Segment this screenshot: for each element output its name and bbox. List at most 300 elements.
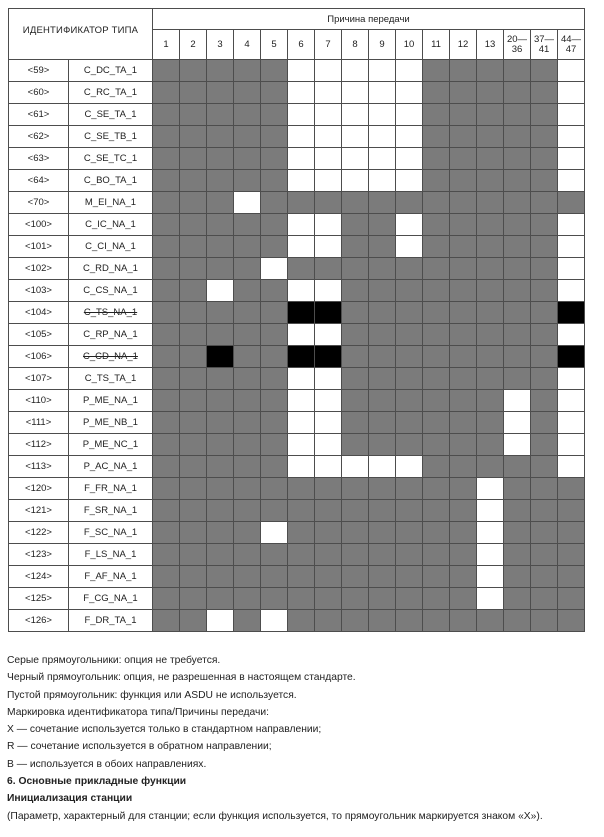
gray-cell bbox=[207, 236, 234, 258]
gray-cell bbox=[288, 610, 315, 632]
gray-cell bbox=[234, 324, 261, 346]
type-name-cell bbox=[69, 478, 153, 500]
cause-column-header: 1 bbox=[153, 30, 180, 60]
gray-cell bbox=[504, 544, 531, 566]
empty-cell bbox=[315, 368, 342, 390]
table-row bbox=[9, 412, 585, 434]
gray-cell bbox=[450, 566, 477, 588]
table-row bbox=[9, 192, 585, 214]
gray-cell bbox=[234, 456, 261, 478]
empty-cell bbox=[288, 104, 315, 126]
table-row bbox=[9, 390, 585, 412]
empty-cell bbox=[396, 104, 423, 126]
empty-cell bbox=[558, 214, 585, 236]
gray-cell bbox=[153, 456, 180, 478]
type-name-cell bbox=[69, 456, 153, 478]
type-name-text: F_AF_NA_1 bbox=[84, 571, 137, 582]
gray-cell bbox=[234, 346, 261, 368]
type-name-cell bbox=[69, 588, 153, 610]
gray-cell bbox=[207, 214, 234, 236]
gray-cell bbox=[315, 500, 342, 522]
gray-cell bbox=[234, 544, 261, 566]
gray-cell bbox=[450, 522, 477, 544]
type-name-cell bbox=[69, 170, 153, 192]
empty-cell bbox=[261, 258, 288, 280]
gray-cell bbox=[153, 544, 180, 566]
type-name-text: F_FR_NA_1 bbox=[84, 483, 137, 494]
empty-cell bbox=[234, 192, 261, 214]
type-name-cell bbox=[69, 390, 153, 412]
gray-cell bbox=[423, 368, 450, 390]
gray-cell bbox=[261, 148, 288, 170]
gray-cell bbox=[396, 522, 423, 544]
gray-cell bbox=[450, 434, 477, 456]
gray-cell bbox=[180, 566, 207, 588]
gray-cell bbox=[234, 434, 261, 456]
gray-cell bbox=[288, 500, 315, 522]
gray-cell bbox=[423, 104, 450, 126]
cause-column-header: 3 bbox=[207, 30, 234, 60]
gray-cell bbox=[477, 192, 504, 214]
gray-cell bbox=[261, 566, 288, 588]
gray-cell bbox=[261, 126, 288, 148]
gray-cell bbox=[153, 478, 180, 500]
type-code-cell: <107> bbox=[9, 368, 69, 390]
table-row bbox=[9, 324, 585, 346]
gray-cell bbox=[477, 258, 504, 280]
gray-cell bbox=[153, 170, 180, 192]
gray-cell bbox=[342, 434, 369, 456]
gray-cell bbox=[369, 192, 396, 214]
gray-cell bbox=[477, 104, 504, 126]
table-row bbox=[9, 368, 585, 390]
gray-cell bbox=[207, 566, 234, 588]
gray-cell bbox=[558, 610, 585, 632]
type-code-cell: <105> bbox=[9, 324, 69, 346]
type-name-cell bbox=[69, 302, 153, 324]
gray-cell bbox=[180, 82, 207, 104]
gray-cell bbox=[531, 214, 558, 236]
gray-cell bbox=[342, 610, 369, 632]
gray-cell bbox=[261, 500, 288, 522]
gray-cell bbox=[369, 280, 396, 302]
type-code-cell: <104> bbox=[9, 302, 69, 324]
type-code-cell: <64> bbox=[9, 170, 69, 192]
type-code-cell: <106> bbox=[9, 346, 69, 368]
gray-cell bbox=[558, 478, 585, 500]
cause-column-header: 5 bbox=[261, 30, 288, 60]
black-cell bbox=[558, 302, 585, 324]
gray-cell bbox=[342, 368, 369, 390]
gray-cell bbox=[234, 500, 261, 522]
gray-cell bbox=[261, 368, 288, 390]
gray-cell bbox=[315, 192, 342, 214]
gray-cell bbox=[450, 456, 477, 478]
gray-cell bbox=[153, 148, 180, 170]
gray-cell bbox=[261, 544, 288, 566]
gray-cell bbox=[207, 390, 234, 412]
gray-cell bbox=[477, 390, 504, 412]
type-code-cell: <59> bbox=[9, 60, 69, 82]
table-row bbox=[9, 610, 585, 632]
table-row bbox=[9, 478, 585, 500]
gray-cell bbox=[342, 478, 369, 500]
empty-cell bbox=[342, 104, 369, 126]
gray-cell bbox=[153, 390, 180, 412]
gray-cell bbox=[315, 522, 342, 544]
empty-cell bbox=[315, 60, 342, 82]
gray-cell bbox=[315, 588, 342, 610]
empty-cell bbox=[477, 478, 504, 500]
gray-cell bbox=[531, 280, 558, 302]
type-name-cell bbox=[69, 60, 153, 82]
gray-cell bbox=[342, 192, 369, 214]
gray-cell bbox=[180, 280, 207, 302]
table-row bbox=[9, 148, 585, 170]
gray-cell bbox=[396, 478, 423, 500]
type-name-text: C_SE_TC_1 bbox=[83, 153, 138, 164]
gray-cell bbox=[369, 324, 396, 346]
gray-cell bbox=[450, 324, 477, 346]
type-name-cell bbox=[69, 434, 153, 456]
gray-cell bbox=[261, 214, 288, 236]
empty-cell bbox=[315, 324, 342, 346]
gray-cell bbox=[450, 346, 477, 368]
gray-cell bbox=[261, 280, 288, 302]
table-row bbox=[9, 214, 585, 236]
gray-cell bbox=[531, 82, 558, 104]
gray-cell bbox=[369, 390, 396, 412]
type-name-cell bbox=[69, 522, 153, 544]
gray-cell bbox=[423, 346, 450, 368]
gray-cell bbox=[342, 280, 369, 302]
gray-cell bbox=[261, 412, 288, 434]
gray-cell bbox=[477, 170, 504, 192]
table-row bbox=[9, 588, 585, 610]
type-name-text: C_RP_NA_1 bbox=[83, 329, 138, 340]
type-code-cell: <113> bbox=[9, 456, 69, 478]
gray-cell bbox=[450, 258, 477, 280]
gray-cell bbox=[207, 258, 234, 280]
gray-cell bbox=[153, 324, 180, 346]
empty-cell bbox=[288, 214, 315, 236]
gray-cell bbox=[207, 500, 234, 522]
cause-column-header: 44—47 bbox=[558, 30, 585, 60]
gray-cell bbox=[315, 566, 342, 588]
type-name-text: C_BO_TA_1 bbox=[83, 175, 138, 186]
gray-cell bbox=[531, 60, 558, 82]
type-name-cell bbox=[69, 500, 153, 522]
gray-cell bbox=[450, 588, 477, 610]
gray-cell bbox=[477, 148, 504, 170]
gray-cell bbox=[153, 368, 180, 390]
gray-cell bbox=[261, 588, 288, 610]
type-name-cell bbox=[69, 610, 153, 632]
gray-cell bbox=[207, 456, 234, 478]
gray-cell bbox=[207, 412, 234, 434]
gray-cell bbox=[369, 478, 396, 500]
empty-cell bbox=[315, 214, 342, 236]
black-cell bbox=[315, 346, 342, 368]
gray-cell bbox=[342, 390, 369, 412]
gray-cell bbox=[180, 148, 207, 170]
type-name-text: C_TS_TA_1 bbox=[84, 373, 137, 384]
empty-cell bbox=[315, 236, 342, 258]
type-name-cell bbox=[69, 236, 153, 258]
empty-cell bbox=[288, 82, 315, 104]
empty-cell bbox=[342, 170, 369, 192]
gray-cell bbox=[234, 390, 261, 412]
gray-cell bbox=[342, 544, 369, 566]
type-code-cell: <70> bbox=[9, 192, 69, 214]
empty-cell bbox=[369, 60, 396, 82]
type-name-cell bbox=[69, 104, 153, 126]
gray-cell bbox=[477, 82, 504, 104]
gray-cell bbox=[369, 236, 396, 258]
empty-cell bbox=[342, 82, 369, 104]
gray-cell bbox=[180, 324, 207, 346]
gray-cell bbox=[315, 544, 342, 566]
gray-cell bbox=[261, 302, 288, 324]
gray-cell bbox=[396, 412, 423, 434]
gray-cell bbox=[423, 236, 450, 258]
legend-b: B — используется в обоих направлениях. bbox=[7, 758, 207, 770]
empty-cell bbox=[558, 82, 585, 104]
empty-cell bbox=[288, 434, 315, 456]
table-row bbox=[9, 170, 585, 192]
type-name-cell bbox=[69, 258, 153, 280]
gray-cell bbox=[558, 566, 585, 588]
gray-cell bbox=[531, 390, 558, 412]
gray-cell bbox=[531, 456, 558, 478]
type-code-cell: <101> bbox=[9, 236, 69, 258]
legend-marking: Маркировка идентификатора типа/Причины передачи: bbox=[7, 706, 269, 718]
gray-cell bbox=[180, 346, 207, 368]
gray-cell bbox=[153, 60, 180, 82]
gray-cell bbox=[504, 280, 531, 302]
empty-cell bbox=[477, 522, 504, 544]
empty-cell bbox=[288, 148, 315, 170]
gray-cell bbox=[180, 60, 207, 82]
gray-cell bbox=[153, 566, 180, 588]
gray-cell bbox=[261, 390, 288, 412]
gray-cell bbox=[423, 60, 450, 82]
gray-cell bbox=[234, 478, 261, 500]
gray-cell bbox=[180, 412, 207, 434]
gray-cell bbox=[504, 500, 531, 522]
gray-cell bbox=[396, 390, 423, 412]
empty-cell bbox=[558, 104, 585, 126]
gray-cell bbox=[207, 324, 234, 346]
empty-cell bbox=[288, 324, 315, 346]
cause-column-header: 37—41 bbox=[531, 30, 558, 60]
table-row bbox=[9, 302, 585, 324]
gray-cell bbox=[180, 104, 207, 126]
gray-cell bbox=[396, 192, 423, 214]
gray-cell bbox=[477, 346, 504, 368]
gray-cell bbox=[450, 280, 477, 302]
gray-cell bbox=[504, 82, 531, 104]
gray-cell bbox=[261, 346, 288, 368]
type-name-text: F_CG_NA_1 bbox=[83, 593, 138, 604]
type-name-text: C_CD_NA_1 bbox=[83, 351, 138, 362]
gray-cell bbox=[558, 588, 585, 610]
gray-cell bbox=[477, 434, 504, 456]
type-code-cell: <125> bbox=[9, 588, 69, 610]
gray-cell bbox=[207, 302, 234, 324]
gray-cell bbox=[153, 434, 180, 456]
empty-cell bbox=[558, 368, 585, 390]
gray-cell bbox=[207, 148, 234, 170]
gray-cell bbox=[234, 60, 261, 82]
type-name-cell bbox=[69, 148, 153, 170]
empty-cell bbox=[315, 170, 342, 192]
gray-cell bbox=[180, 610, 207, 632]
type-code-cell: <111> bbox=[9, 412, 69, 434]
cause-column-header: 20—36 bbox=[504, 30, 531, 60]
gray-cell bbox=[261, 456, 288, 478]
gray-cell bbox=[153, 412, 180, 434]
gray-cell bbox=[504, 324, 531, 346]
gray-cell bbox=[450, 478, 477, 500]
gray-cell bbox=[504, 60, 531, 82]
gray-cell bbox=[207, 192, 234, 214]
gray-cell bbox=[531, 236, 558, 258]
gray-cell bbox=[531, 258, 558, 280]
gray-cell bbox=[558, 500, 585, 522]
type-name-text: F_SR_NA_1 bbox=[83, 505, 138, 516]
gray-cell bbox=[180, 368, 207, 390]
gray-cell bbox=[369, 258, 396, 280]
gray-cell bbox=[180, 478, 207, 500]
black-cell bbox=[288, 302, 315, 324]
gray-cell bbox=[261, 236, 288, 258]
empty-cell bbox=[396, 214, 423, 236]
type-name-text: C_TS_NA_1 bbox=[83, 307, 138, 318]
black-cell bbox=[558, 346, 585, 368]
type-name-cell bbox=[69, 566, 153, 588]
gray-cell bbox=[558, 544, 585, 566]
gray-cell bbox=[531, 500, 558, 522]
table-row bbox=[9, 126, 585, 148]
empty-cell bbox=[315, 280, 342, 302]
gray-cell bbox=[261, 60, 288, 82]
gray-cell bbox=[180, 588, 207, 610]
gray-cell bbox=[153, 192, 180, 214]
empty-cell bbox=[315, 82, 342, 104]
empty-cell bbox=[369, 104, 396, 126]
gray-cell bbox=[153, 522, 180, 544]
gray-cell bbox=[504, 192, 531, 214]
gray-cell bbox=[531, 192, 558, 214]
gray-cell bbox=[369, 544, 396, 566]
gray-cell bbox=[180, 544, 207, 566]
gray-cell bbox=[531, 104, 558, 126]
gray-cell bbox=[261, 82, 288, 104]
gray-cell bbox=[531, 368, 558, 390]
gray-cell bbox=[396, 566, 423, 588]
gray-cell bbox=[288, 566, 315, 588]
gray-cell bbox=[180, 500, 207, 522]
gray-cell bbox=[396, 434, 423, 456]
gray-cell bbox=[180, 522, 207, 544]
gray-cell bbox=[153, 126, 180, 148]
gray-cell bbox=[423, 500, 450, 522]
gray-cell bbox=[423, 478, 450, 500]
empty-cell bbox=[558, 148, 585, 170]
empty-cell bbox=[504, 412, 531, 434]
table-row bbox=[9, 236, 585, 258]
gray-cell bbox=[261, 104, 288, 126]
gray-cell bbox=[234, 280, 261, 302]
gray-cell bbox=[504, 302, 531, 324]
gray-cell bbox=[207, 434, 234, 456]
gray-cell bbox=[288, 258, 315, 280]
gray-cell bbox=[153, 500, 180, 522]
gray-cell bbox=[504, 104, 531, 126]
type-code-cell: <102> bbox=[9, 258, 69, 280]
gray-cell bbox=[531, 478, 558, 500]
gray-cell bbox=[531, 566, 558, 588]
gray-cell bbox=[180, 192, 207, 214]
gray-cell bbox=[423, 544, 450, 566]
gray-cell bbox=[531, 324, 558, 346]
gray-cell bbox=[396, 302, 423, 324]
type-name-text: P_AC_NA_1 bbox=[83, 461, 138, 472]
table-row bbox=[9, 346, 585, 368]
gray-cell bbox=[504, 588, 531, 610]
gray-cell bbox=[531, 170, 558, 192]
gray-cell bbox=[504, 214, 531, 236]
gray-cell bbox=[180, 434, 207, 456]
gray-cell bbox=[450, 500, 477, 522]
gray-cell bbox=[207, 588, 234, 610]
empty-cell bbox=[369, 148, 396, 170]
type-code-cell: <121> bbox=[9, 500, 69, 522]
gray-cell bbox=[477, 214, 504, 236]
cause-column-header: 6 bbox=[288, 30, 315, 60]
type-name-text: F_LS_NA_1 bbox=[84, 549, 137, 560]
gray-cell bbox=[504, 170, 531, 192]
table-row bbox=[9, 544, 585, 566]
type-name-text: C_CI_NA_1 bbox=[85, 241, 136, 252]
empty-cell bbox=[288, 280, 315, 302]
gray-cell bbox=[450, 148, 477, 170]
empty-cell bbox=[288, 60, 315, 82]
gray-cell bbox=[180, 214, 207, 236]
gray-cell bbox=[423, 302, 450, 324]
gray-cell bbox=[342, 214, 369, 236]
gray-cell bbox=[423, 412, 450, 434]
gray-cell bbox=[477, 456, 504, 478]
table-row bbox=[9, 104, 585, 126]
gray-cell bbox=[477, 60, 504, 82]
gray-cell bbox=[261, 192, 288, 214]
empty-cell bbox=[396, 126, 423, 148]
gray-cell bbox=[396, 500, 423, 522]
type-name-text: P_ME_NA_1 bbox=[83, 395, 138, 406]
type-name-cell bbox=[69, 126, 153, 148]
empty-cell bbox=[477, 588, 504, 610]
gray-cell bbox=[207, 104, 234, 126]
gray-cell bbox=[153, 258, 180, 280]
legend-r: R — сочетание используется в обратном направлении; bbox=[7, 741, 272, 753]
type-name-text: F_SC_NA_1 bbox=[83, 527, 138, 538]
legend-empty: Пустой прямоугольник: функция или ASDU не используется. bbox=[7, 689, 297, 701]
type-name-text: P_ME_NB_1 bbox=[83, 417, 138, 428]
gray-cell bbox=[531, 346, 558, 368]
gray-cell bbox=[315, 610, 342, 632]
